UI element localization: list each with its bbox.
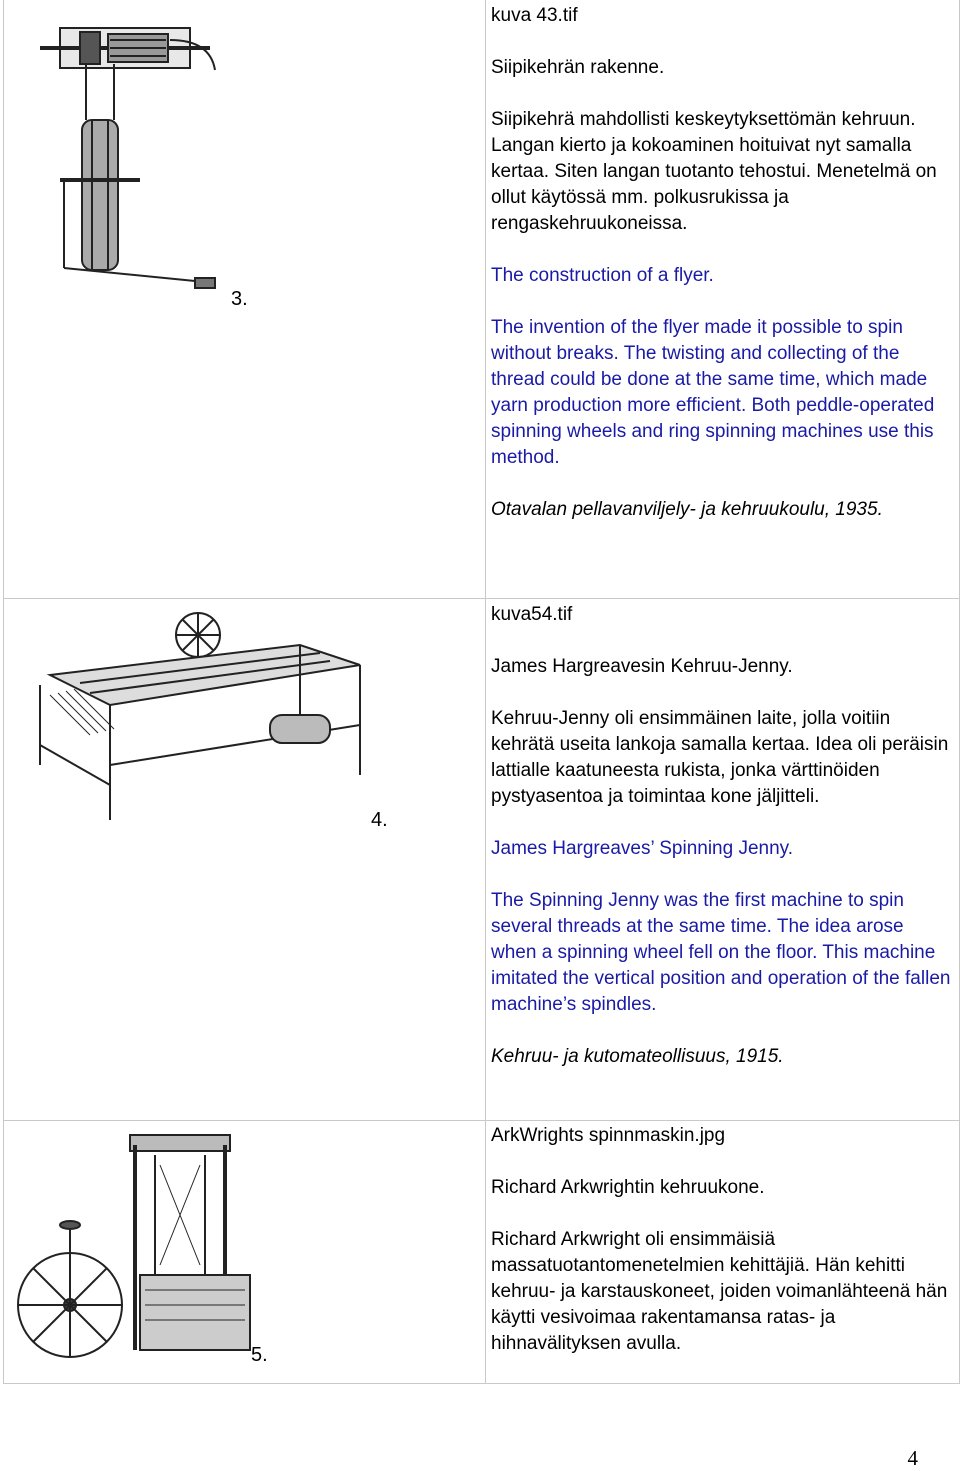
- flyer-construction-illustration: [20, 20, 220, 300]
- row-divider: [4, 598, 959, 599]
- arkwright-machine-illustration: [10, 1125, 255, 1370]
- row-4-text: [491, 602, 953, 1070]
- english-title: The construction of a flyer.: [491, 265, 714, 286]
- image-filename: ArkWrights spinnmaskin.jpg: [491, 1125, 726, 1146]
- row-number: 3.: [231, 288, 248, 310]
- finnish-description: Kehruu-Jenny oli ensimmäinen laite, jolla voitiin kehrätä useita lankoja samalla kertaa. Idea oli peräisin lattialle kaatuneesta rukista, jonka värttinöiden pystyasentoa ja toimintaa kone jäljitteli.: [491, 708, 949, 807]
- source-citation: Otavalan pellavanviljely- ja kehruukoulu, 1935.: [491, 499, 883, 520]
- finnish-title: James Hargreavesin Kehruu-Jenny.: [491, 656, 793, 677]
- source-citation: Kehruu- ja kutomateollisuus, 1915.: [491, 1046, 784, 1067]
- english-description: The invention of the flyer made it possible to spin without breaks. The twisting and collecting of the thread could be done at the same time, which made yarn production more efficient. Both peddle-operated spinning wheels and ring spinning machines use this method.: [491, 317, 935, 468]
- column-divider: [485, 0, 486, 1383]
- spinning-jenny-illustration: [20, 605, 370, 830]
- finnish-title: Siipikehrän rakenne.: [491, 57, 665, 78]
- english-description: The Spinning Jenny was the first machine to spin several threads at the same time. The idea arose when a spinning wheel fell on the floor. This machine imitated the vertical position and operation of the fallen machine’s spindles.: [491, 890, 951, 1015]
- page-number: 4: [907, 1446, 918, 1470]
- finnish-description: Richard Arkwright oli ensimmäisiä massatuotantomenetelmien kehittäjiä. Hän kehitti kehruu- ja karstauskoneet, joiden voimanlähteenä hän käytti vesivoimaa rakentamansa ratas- ja hihnavälityksen avulla.: [491, 1229, 948, 1354]
- english-title: James Hargreaves’ Spinning Jenny.: [491, 838, 794, 859]
- row-3-text: [491, 3, 953, 523]
- row-5-text: [491, 1123, 953, 1357]
- finnish-description: Siipikehrä mahdollisti keskeytyksettömän kehruun. Langan kierto ja kokoaminen hoituivat nyt samalla kertaa. Siten langan tuotanto tehostui. Menetelmä on ollut käytössä mm. polkusrukissa ja rengaskehruukoneissa.: [491, 109, 937, 234]
- row-number: 4.: [371, 809, 388, 831]
- image-filename: kuva54.tif: [491, 604, 573, 625]
- row-divider: [4, 1120, 959, 1121]
- finnish-title: Richard Arkwrightin kehruukone.: [491, 1177, 765, 1198]
- image-filename: kuva 43.tif: [491, 5, 578, 26]
- row-number: 5.: [251, 1344, 268, 1366]
